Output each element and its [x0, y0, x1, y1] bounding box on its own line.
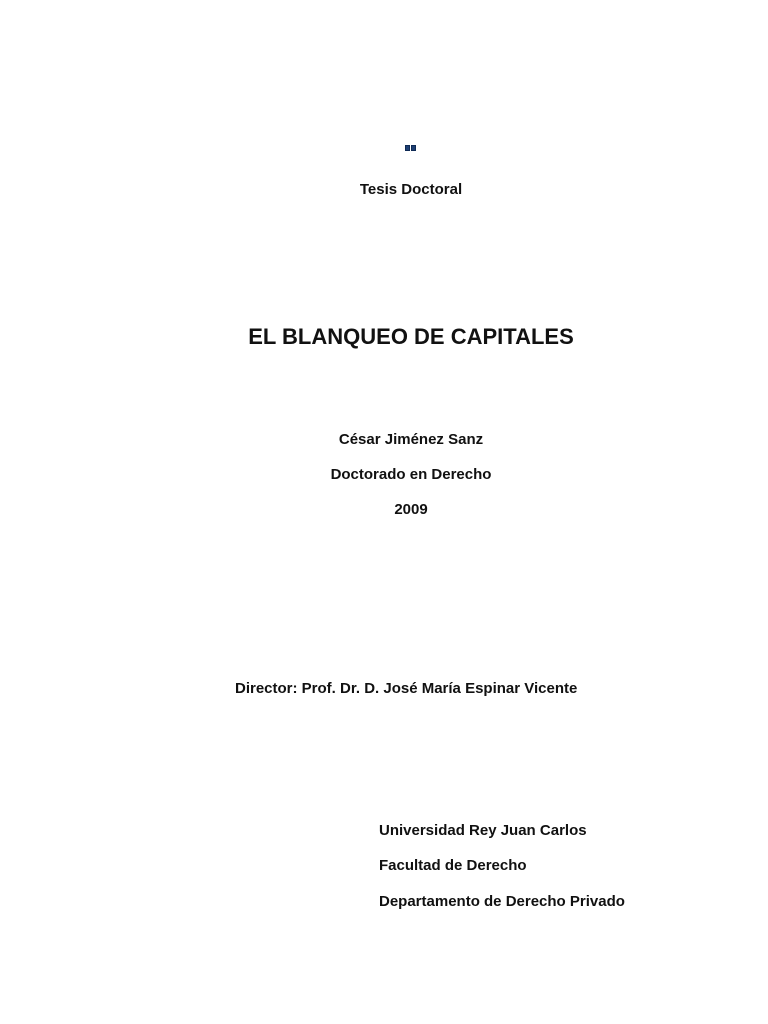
logo-right-block	[411, 145, 416, 151]
doctoral-program: Doctorado en Derecho	[330, 466, 492, 483]
institution-department: Departamento de Derecho Privado	[379, 893, 625, 910]
institution-university: Universidad Rey Juan Carlos	[379, 822, 587, 839]
publication-year: 2009	[394, 501, 428, 518]
document-type: Tesis Doctoral	[359, 181, 463, 198]
author-name: César Jiménez Sanz	[338, 431, 484, 448]
institution-faculty: Facultad de Derecho	[379, 857, 527, 874]
thesis-title: EL BLANQUEO DE CAPITALES	[248, 324, 574, 349]
thesis-director: Director: Prof. Dr. D. José María Espinar Vicente	[235, 680, 578, 697]
logo-left-block	[405, 145, 410, 151]
university-logo-icon	[405, 145, 416, 151]
